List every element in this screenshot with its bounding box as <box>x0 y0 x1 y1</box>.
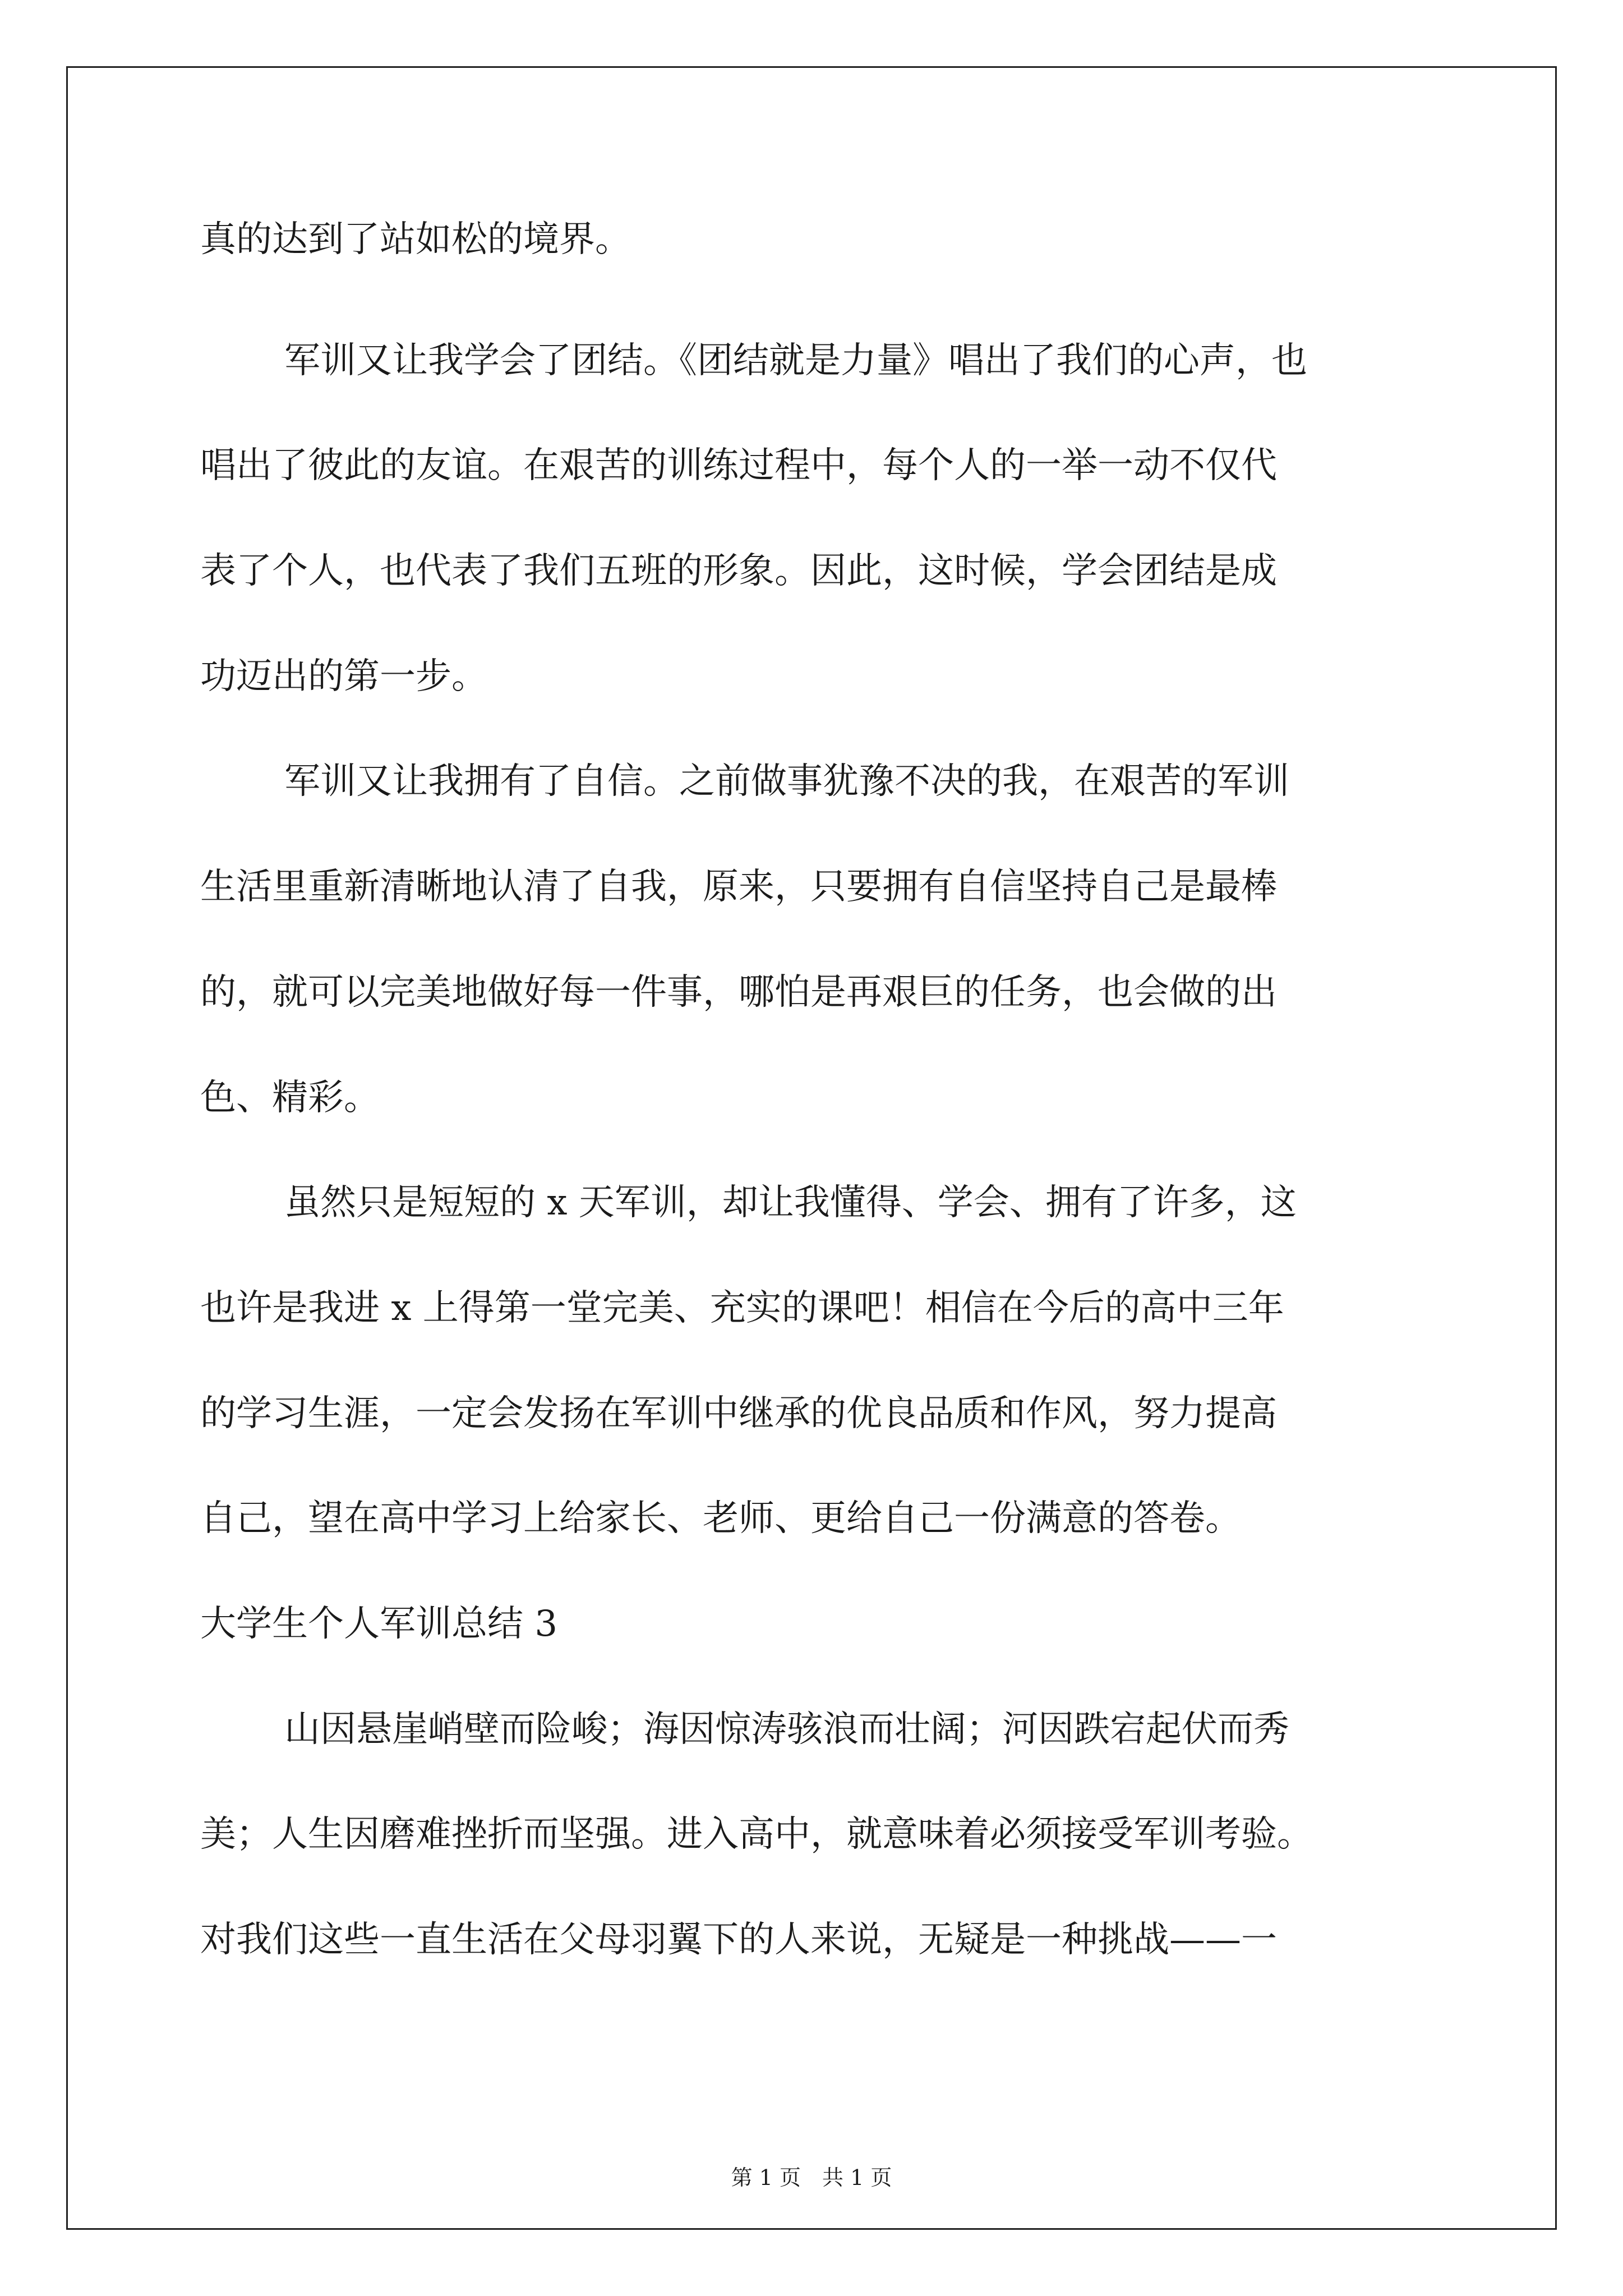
text-line: 功迈出的第一步。 <box>200 656 487 697</box>
text-line: 表了个人，也代表了我们五班的形象。因此，这时候，学会团结是成 <box>200 550 1277 592</box>
text-line: 也许是我进 x 上得第一堂完美、充实的课吧！相信在今后的高中三年 <box>200 1287 1284 1329</box>
text-line: 对我们这些一直生活在父母羽翼下的人来说，无疑是一种挑战——一 <box>200 1919 1277 1961</box>
section-heading: 大学生个人军训总结 3 <box>200 1603 558 1645</box>
text-line: 唱出了彼此的友谊。在艰苦的训练过程中，每个人的一举一动不仅代 <box>200 445 1277 486</box>
page-border <box>66 66 1557 2230</box>
text-line: 的，就可以完美地做好每一件事，哪怕是再艰巨的任务，也会做的出 <box>200 972 1277 1013</box>
paragraph-first-line: 军训又让我拥有了自信。之前做事犹豫不决的我，在艰苦的军训 <box>284 761 1289 802</box>
text-line: 真的达到了站如松的境界。 <box>200 219 631 260</box>
paragraph-first-line: 军训又让我学会了团结。《团结就是力量》唱出了我们的心声，也 <box>284 340 1307 381</box>
paragraph-first-line: 山因悬崖峭壁而险峻；海因惊涛骇浪而壮阔；河因跌宕起伏而秀 <box>284 1709 1289 1750</box>
text-line: 美；人生因磨难挫折而坚强。进入高中，就意味着必须接受军训考验。 <box>200 1814 1313 1855</box>
text-line: 自己，望在高中学习上给家长、老师、更给自己一份满意的答卷。 <box>200 1498 1241 1539</box>
text-line: 色、精彩。 <box>200 1077 380 1119</box>
text-line: 生活里重新清晰地认清了自我，原来，只要拥有自信坚持自己是最棒 <box>200 866 1277 908</box>
text-line: 的学习生涯，一定会发扬在军训中继承的优良品质和作风，努力提高 <box>200 1393 1277 1434</box>
paragraph-first-line: 虽然只是短短的 x 天军训，却让我懂得、学会、拥有了许多，这 <box>284 1182 1297 1223</box>
page-number-footer: 第 1 页 共 1 页 <box>731 2165 892 2190</box>
